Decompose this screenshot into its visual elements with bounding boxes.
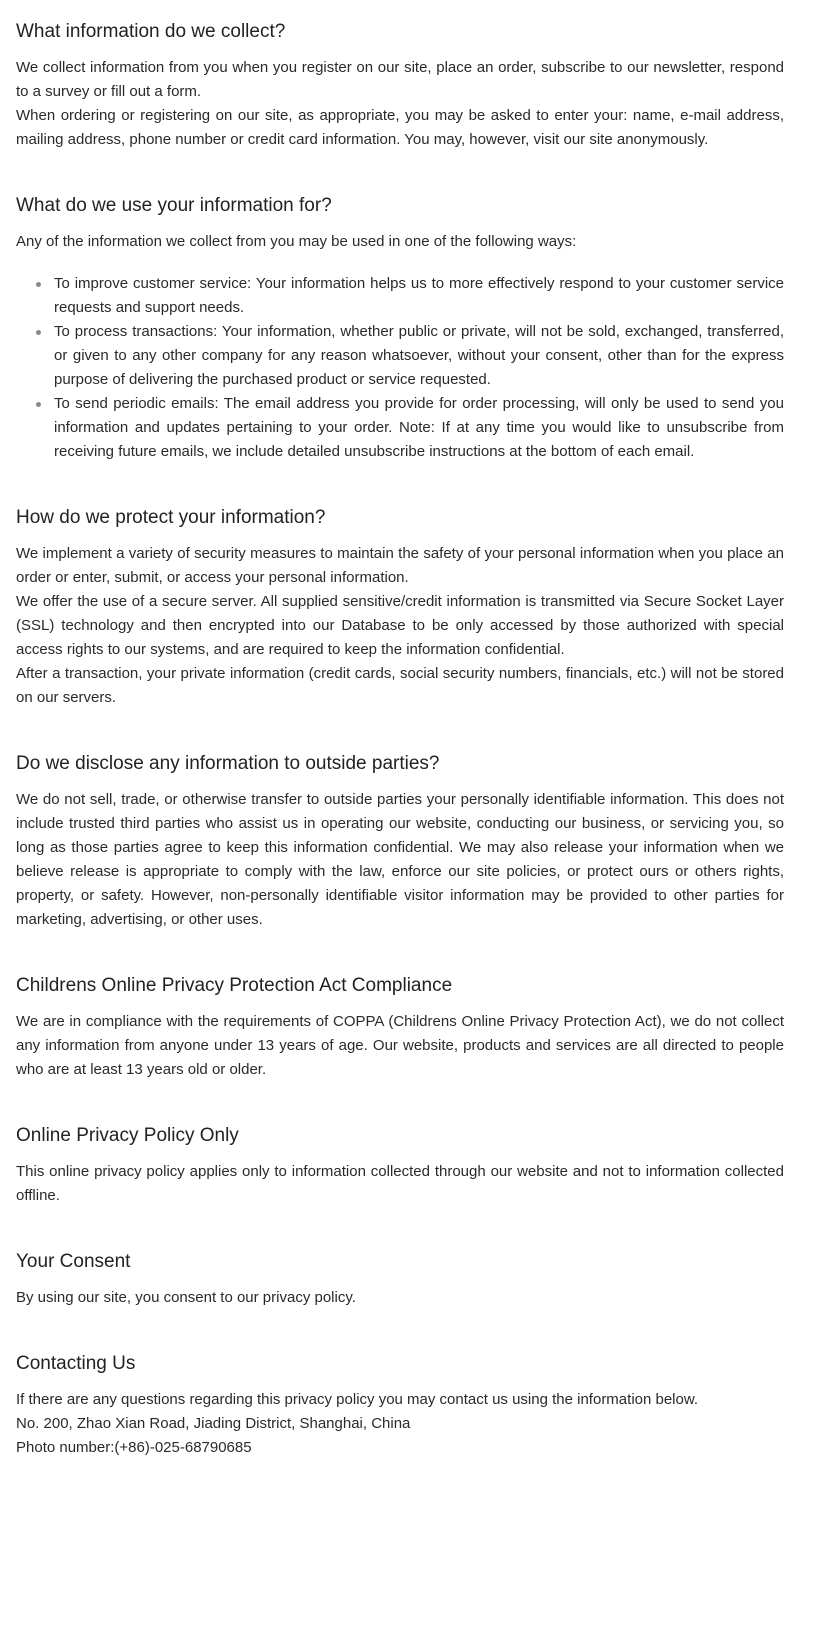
section-contacting-us [16,1348,784,1460]
section-paragraph: By using our site, you consent to our privacy policy. [16,1289,356,1306]
section-paragraph: We collect information from you when you register on our site, place an order, subscribe to our newsletter, respond to a survey or fill out a form. [16,59,784,100]
contact-address: No. 200, Zhao Xian Road, Jiading District, Shanghai, China [16,1415,411,1432]
list-item-text: To improve customer service: Your information helps us to more effectively respond to your customer service requests and support needs. [54,275,784,316]
section-heading: What do we use your information for? [16,195,332,216]
section-heading: How do we protect your information? [16,507,326,528]
section-paragraph: When ordering or registering on our site, as appropriate, you may be asked to enter your: name, e-mail address, mailing address, phone number or credit card information. You may, however, visit our site anonymously. [16,107,784,148]
section-coppa-compliance [16,970,784,1082]
section-online-policy-only [16,1120,784,1208]
section-paragraph: We implement a variety of security measures to maintain the safety of your personal information when you place an order or enter, submit, or access your personal information. [16,545,784,586]
section-heading: Your Consent [16,1251,131,1272]
section-heading: Contacting Us [16,1353,136,1374]
usage-list [16,272,784,464]
section-paragraph: We do not sell, trade, or otherwise transfer to outside parties your personally identifiable information. This does not include trusted third parties who assist us in operating our website, conducting our business, or servicing you, so long as those parties agree to keep this information confidential. We may also release your information when we believe release is appropriate to comply with the law, enforce our site policies, or protect ours or others rights, property, or safety. However, non-personally identifiable visitor information may be provided to other parties for marketing, advertising, or other uses. [16,791,784,928]
bullet-icon [36,282,41,287]
section-heading: Online Privacy Policy Only [16,1125,239,1146]
section-disclose-information [16,748,784,932]
section-paragraph: We are in compliance with the requirements of COPPA (Childrens Online Privacy Protection Act), we do not collect any information from anyone under 13 years of age. Our website, products and services are all directed to people who are at least 13 years old or older. [16,1013,784,1078]
list-item [54,392,784,464]
section-paragraph: If there are any questions regarding this privacy policy you may contact us using the information below. [16,1391,699,1408]
contact-phone: Photo number:(+86)-025-68790685 [16,1439,252,1456]
section-what-we-collect [16,16,784,152]
section-paragraph: Any of the information we collect from you may be used in one of the following ways: [16,233,577,250]
bullet-icon [36,330,41,335]
list-item-text: To send periodic emails: The email address you provide for order processing, will only be used to send you information and updates pertaining to your order. Note: If at any time you would like to unsubscribe from receiving future emails, we include detailed unsubscribe instructions at the bottom of each email. [54,395,784,460]
bullet-icon [36,402,41,407]
list-item-text: To process transactions: Your information, whether public or private, will not be sold, exchanged, transferred, or given to any other company for any reason whatsoever, without your consent, other than for the express purpose of delivering the purchased product or service requested. [54,323,784,388]
section-paragraph: After a transaction, your private information (credit cards, social security numbers, financials, etc.) will not be stored on our servers. [16,665,784,706]
section-paragraph: This online privacy policy applies only to information collected through our website and not to information collected offline. [16,1163,784,1204]
section-paragraph: We offer the use of a secure server. All supplied sensitive/credit information is transmitted via Secure Socket Layer (SSL) technology and then encrypted into our Database to be only accessed by those authorized with special access rights to our systems, and are required to keep the information confidential. [16,593,784,658]
section-heading: Childrens Online Privacy Protection Act Compliance [16,975,453,996]
list-item [54,320,784,392]
section-heading: Do we disclose any information to outside parties? [16,753,440,774]
section-use-of-information [16,190,784,464]
section-your-consent [16,1246,784,1310]
section-protect-information [16,502,784,710]
list-item [54,272,784,320]
section-heading: What information do we collect? [16,21,286,42]
